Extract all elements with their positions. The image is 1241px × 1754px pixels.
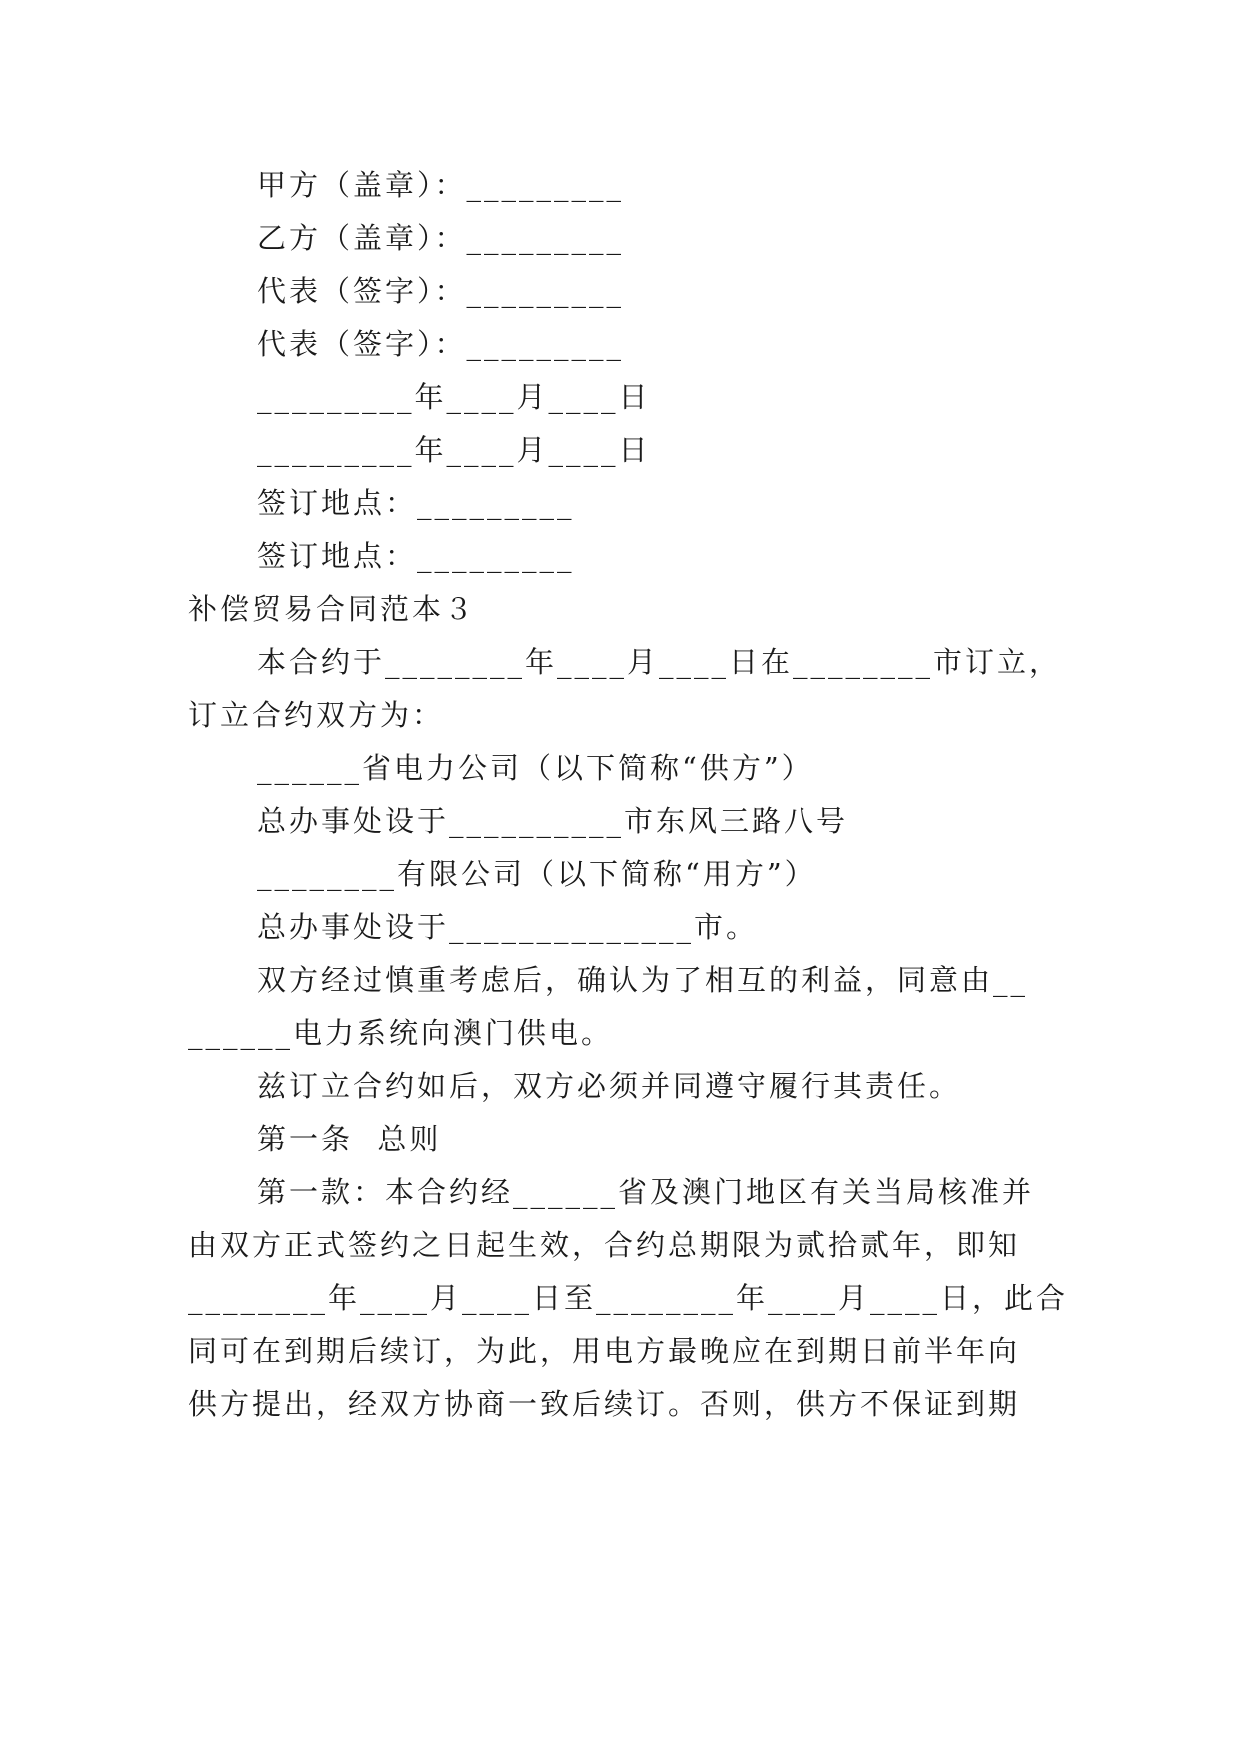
body-paragraph-line: 订立合约双方为： <box>188 698 445 732</box>
body-paragraph-line: 由双方正式签约之日起生效，合约总期限为贰拾贰年，即知 <box>188 1228 1021 1262</box>
body-paragraph-line: 双方经过慎重考虑后，确认为了相互的利益，同意由__ <box>257 963 1029 997</box>
body-paragraph-line: 兹订立合约如后，双方必须并同遵守履行其责任。 <box>257 1069 962 1103</box>
party-b-seal-line: 乙方（盖章）：_________ <box>257 221 625 255</box>
representative-sign-line: 代表（签字）：_________ <box>257 274 625 308</box>
body-paragraph-line: ______省电力公司（以下简称“供方”） <box>257 751 814 785</box>
body-paragraph-line: ________年____月____日至________年____月____日，此合 <box>188 1281 1069 1315</box>
body-paragraph-line: 供方提出，经双方协商一致后续订。否则，供方不保证到期 <box>188 1387 1021 1421</box>
body-paragraph-line: 总办事处设于__________市东风三路八号 <box>257 804 849 838</box>
signing-place-line: 签订地点：_________ <box>257 539 575 573</box>
date-line: _________年____月____日 <box>257 433 651 467</box>
section-title: 补偿贸易合同范本３ <box>188 592 477 626</box>
body-paragraph-line: 第一款：本合约经______省及澳门地区有关当局核准并 <box>257 1175 1035 1209</box>
article-heading: 第一条 总则 <box>257 1122 442 1156</box>
body-paragraph-line: 本合约于________年____月____日在________市订立， <box>257 645 1062 679</box>
body-paragraph-line: ________有限公司（以下简称“用方”） <box>257 857 817 891</box>
representative-sign-line: 代表（签字）：_________ <box>257 327 625 361</box>
body-paragraph-line: 同可在到期后续订，为此，用电方最晚应在到期日前半年向 <box>188 1334 1021 1368</box>
party-a-seal-line: 甲方（盖章）：_________ <box>257 168 625 202</box>
date-line: _________年____月____日 <box>257 380 651 414</box>
body-paragraph-line: 总办事处设于______________市。 <box>257 910 759 944</box>
body-paragraph-line: ______电力系统向澳门供电。 <box>188 1016 614 1050</box>
signing-place-line: 签订地点：_________ <box>257 486 575 520</box>
